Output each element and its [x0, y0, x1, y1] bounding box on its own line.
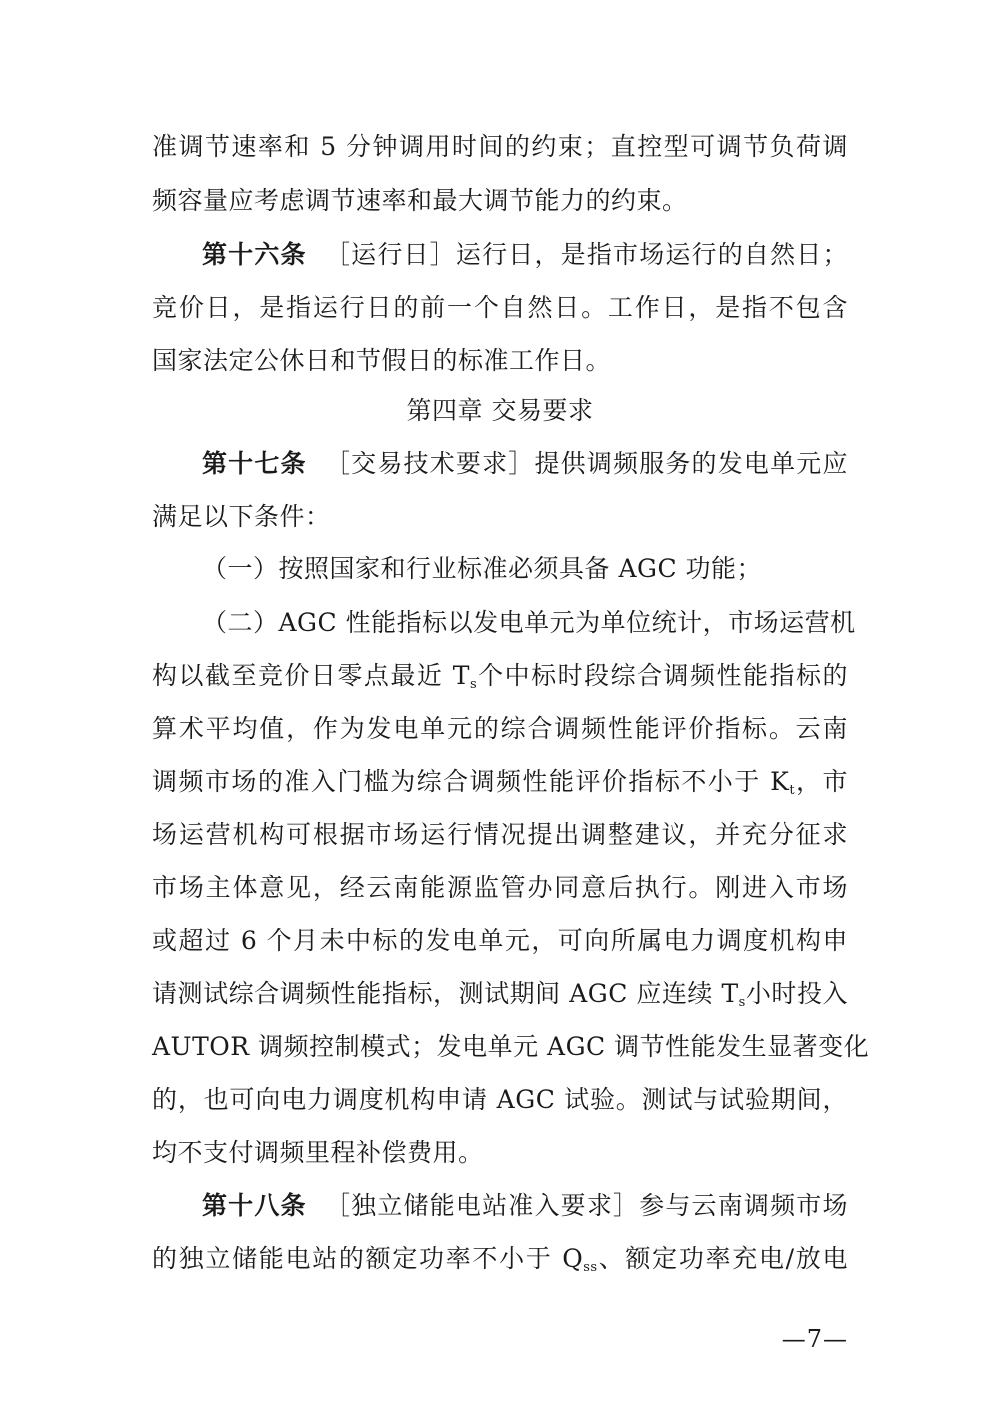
subscript: ss — [583, 1260, 598, 1275]
text-line: 满足以下条件： — [152, 502, 331, 531]
article-17-title: 第十七条 — [202, 449, 307, 478]
text-line: 均不支付调频里程补偿费用。 — [152, 1138, 484, 1167]
list-item-1: （一）按照国家和行业标准必须具备 AGC 功能； — [202, 554, 763, 583]
text-line: 国家法定公休日和节假日的标准工作日。 — [152, 346, 612, 375]
text-segment: 构以截至竞价日零点最近 T — [152, 661, 470, 690]
subscript: s — [738, 995, 746, 1010]
article-16-title: 第十六条 — [202, 240, 307, 269]
text-segment: 调频市场的准入门槛为综合调频性能评价指标不小于 K — [152, 767, 790, 796]
article-18-line — [202, 1186, 848, 1226]
text-line — [152, 1239, 848, 1279]
text-line: 的，也可向电力调度机构申请 AGC 试验。测试与试验期间， — [152, 1085, 848, 1114]
article-16-line — [202, 235, 848, 275]
text-line — [152, 656, 848, 696]
article-17-line — [202, 444, 848, 484]
subscript: s — [469, 677, 478, 692]
text-line: AUTOR 调频控制模式；发电单元 AGC 调节性能发生显著变化 — [152, 1032, 870, 1061]
page-number: —7— — [781, 1325, 848, 1353]
text-segment: 小时投入 — [745, 979, 848, 1008]
text-line — [152, 762, 848, 802]
text-line: 竞价日，是指运行日的前一个自然日。工作日，是指不包含 — [152, 293, 848, 322]
text-segment: 个中标时段综合调频性能指标的 — [477, 661, 848, 690]
text-line: 场运营机构可根据市场运行情况提出调整建议，并充分征求 — [152, 820, 848, 849]
article-18-title: 第十八条 — [202, 1191, 307, 1220]
text-segment: 、额定功率充电/放电 — [597, 1244, 848, 1273]
text-line: 市场主体意见，经云南能源监管办同意后执行。刚进入市场 — [152, 873, 848, 902]
text-segment: 的独立储能电站的额定功率不小于 Q — [152, 1244, 584, 1273]
article-17-text: ［交易技术要求］提供调频服务的发电单元应 — [325, 449, 848, 478]
chapter-heading: 第四章 交易要求 — [406, 396, 594, 425]
text-line: 算术平均值，作为发电单元的综合调频性能评价指标。云南 — [152, 714, 848, 743]
text-line: 频容量应考虑调节速率和最大调节能力的约束。 — [152, 186, 688, 215]
text-line: 或超过 6 个月未中标的发电单元，可向所属电力调度机构申 — [152, 926, 848, 955]
list-item-2: （二）AGC 性能指标以发电单元为单位统计，市场运营机 — [202, 608, 856, 637]
article-16-text: ［运行日］运行日，是指市场运行的自然日； — [325, 240, 848, 269]
text-segment: 请测试综合调频性能指标，测试期间 AGC 应连续 T — [152, 979, 739, 1008]
text-line: 准调节速率和 5 分钟调用时间的约束；直控型可调节负荷调 — [152, 132, 848, 161]
subscript: t — [789, 783, 796, 798]
text-line — [152, 974, 848, 1014]
text-segment: ，市 — [795, 767, 848, 796]
article-18-text: ［独立储能电站准入要求］参与云南调频市场 — [325, 1191, 848, 1220]
